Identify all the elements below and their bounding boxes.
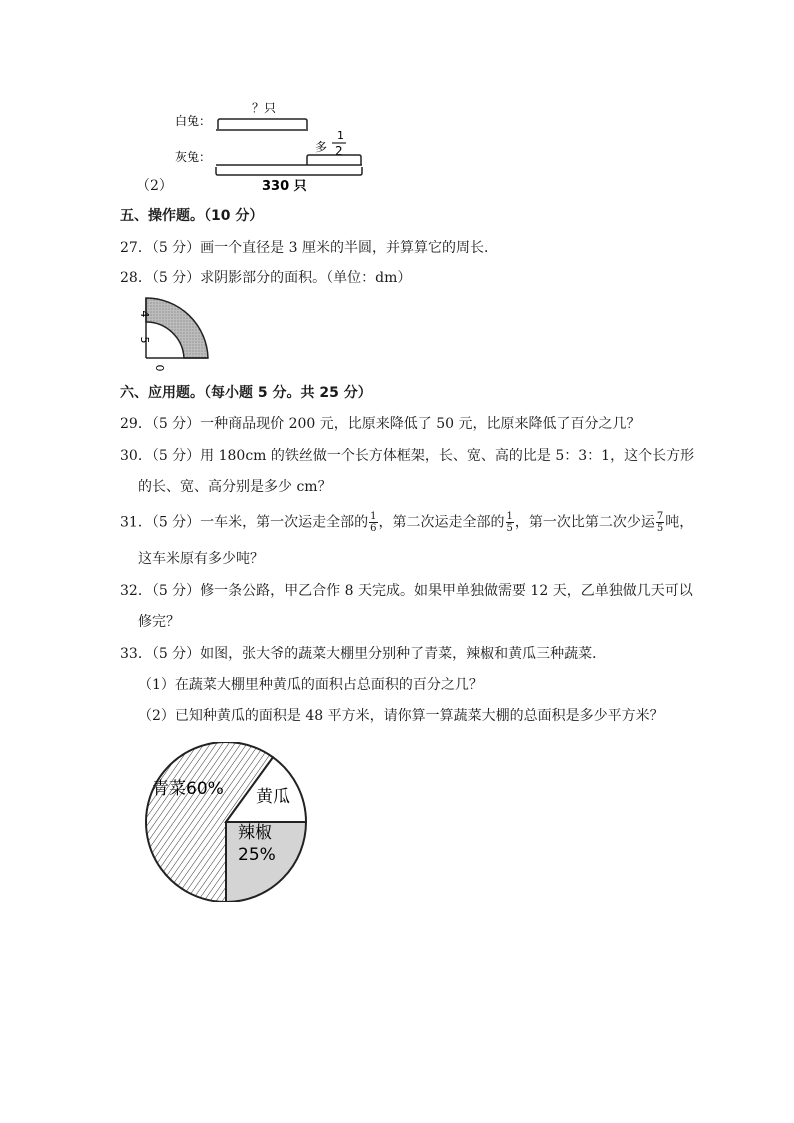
- q31-part-e: 吨，: [665, 514, 694, 531]
- shaded-region: [146, 298, 208, 358]
- question-30-line2: 的长、宽、高分别是多少 cm？: [138, 479, 332, 495]
- total-label: 330 只: [262, 179, 307, 194]
- white-rabbit-label: 白兔：: [175, 114, 212, 128]
- section6-title: 六、应用题。（每小题 5 分。共 25 分）: [120, 385, 372, 401]
- q31-fraction-2: $\frac{1}{5}$: [506, 511, 513, 534]
- total-brace: [216, 167, 362, 175]
- vegetable-pie-chart: [138, 742, 318, 902]
- question-30-line1: 30．（5 分）用 180cm 的铁丝做一个长方体框架，长、宽、高的比是 5：3：1，这个长方形: [120, 448, 695, 464]
- q31-part-b: ，第二次运走全部的: [378, 514, 505, 531]
- pie-label-qingcai: 青菜60%: [152, 779, 224, 799]
- question-33-part2: （2）已知种黄瓜的面积是 48 平方米，请你算一算蔬菜大棚的总面积是多少平方米？: [138, 708, 664, 724]
- white-rabbit-brace: [218, 119, 307, 129]
- grey-extra-num: 1: [337, 129, 344, 142]
- q31-part-a: 31．（5 分）一车米，第一次运走全部的: [120, 514, 369, 531]
- question-28: 28．（5 分）求阴影部分的面积。（单位：dm）: [120, 270, 412, 286]
- pie-label-lajiao: 辣椒: [238, 823, 272, 843]
- q31-fraction-3: $\frac{7}{5}$: [656, 511, 664, 534]
- sub-question-label: （2）: [136, 178, 173, 194]
- pie-label-huanggua: 黄瓜: [256, 787, 290, 807]
- question-29: 29．（5 分）一种商品现价 200 元，比原来降低了 50 元，比原来降低了百分之几？: [120, 416, 641, 432]
- question-33-part1: （1）在蔬菜大棚里种黄瓜的面积占总面积的百分之几？: [138, 677, 483, 693]
- shaded-ring-figure: [132, 296, 222, 376]
- inner-radius-label: 4: [138, 310, 151, 318]
- white-rabbit-value: ？只: [252, 101, 277, 115]
- section5-title: 五、操作题。（10 分）: [120, 208, 264, 224]
- question-33: 33．（5 分）如图，张大爷的蔬菜大棚里分别种了青菜，辣椒和黄瓜三种蔬菜．: [120, 646, 607, 662]
- grey-extra-brace: [307, 155, 361, 165]
- grey-extra-den: 2: [335, 144, 343, 158]
- question-32-line2: 修完？: [138, 614, 180, 630]
- q31-fraction-1: $\frac{1}{6}$: [370, 511, 377, 534]
- grey-extra-prefix: 多: [315, 140, 328, 154]
- grey-rabbit-label: 灰兔：: [175, 150, 212, 164]
- pie-label-lajiao-pct: 25%: [238, 845, 276, 865]
- origin-label: 0: [153, 364, 166, 372]
- question-27: 27．（5 分）画一个直径是 3 厘米的半圆，并算算它的周长．: [120, 240, 498, 256]
- rabbit-line-diagram: [140, 95, 380, 195]
- question-31-line2: 这车米原有多少吨？: [138, 551, 264, 567]
- q31-part-c: ，第一次比第二次少运: [514, 514, 655, 531]
- question-31-line1: [120, 511, 693, 534]
- outer-radius-label: 5: [138, 336, 151, 344]
- question-32-line1: 32．（5 分）修一条公路，甲乙合作 8 天完成。如果甲单独做需要 12 天，乙单独做几天可以: [120, 583, 693, 599]
